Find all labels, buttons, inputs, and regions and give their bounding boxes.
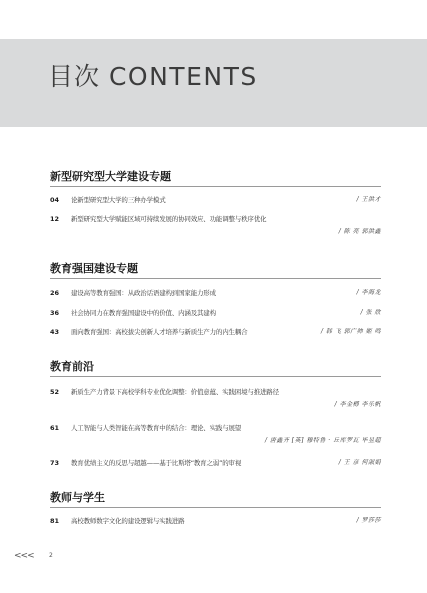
entry-title: 社会协同力在教育强国建设中的价值、内涵及其建构 bbox=[71, 309, 216, 317]
footer-page-number: 2 bbox=[49, 552, 53, 559]
entry-authors: / 王 彦 何淑娟 bbox=[338, 459, 381, 466]
entry-page-number: 61 bbox=[50, 424, 60, 432]
section-title-new-research-university: 新型研究型大学建设专题 bbox=[50, 170, 171, 183]
entry-title: 新型研究型大学赋能区域可持续发展的协同效应、功能调整与秩序优化 bbox=[71, 215, 267, 223]
entry-authors: / 李金樽 李乐帆 bbox=[334, 401, 381, 408]
section-divider bbox=[50, 278, 381, 279]
title-en: CONTENTS bbox=[108, 62, 258, 91]
chevron-left-icon: <<< bbox=[14, 551, 34, 561]
toc-entry[interactable] bbox=[50, 387, 381, 408]
section-divider bbox=[50, 507, 381, 508]
toc-entry[interactable] bbox=[50, 195, 381, 207]
section-title-teachers-students: 教师与学生 bbox=[50, 491, 105, 504]
toc-entry[interactable] bbox=[50, 327, 381, 339]
entry-page-number: 36 bbox=[50, 309, 60, 317]
entry-page-number: 43 bbox=[50, 328, 60, 336]
entry-title: 论新型研究型大学的三种办学模式 bbox=[71, 196, 166, 204]
entry-title: 建设高等教育强国：从政治话语建构到国家能力形成 bbox=[71, 289, 216, 297]
entry-title: 新质生产力背景下高校学科专业优化调整：价值意蕴、实践困境与推进路径 bbox=[71, 388, 279, 396]
toc-entry[interactable] bbox=[50, 214, 381, 235]
entry-authors: / 王洪才 bbox=[356, 196, 381, 203]
entry-page-number: 26 bbox=[50, 289, 60, 297]
entry-title: 教育优绩主义的反思与超越——基于比斯塔“教育之弱”的审视 bbox=[71, 459, 242, 467]
entry-authors: / 罗莎莎 bbox=[356, 517, 381, 524]
toc-entry[interactable] bbox=[50, 458, 381, 470]
entry-authors: / 李海龙 bbox=[356, 289, 381, 296]
entry-title: 面向教育强国：高校拔尖创新人才培养与新质生产力的内生耦合 bbox=[71, 328, 248, 336]
entry-page-number: 81 bbox=[50, 517, 60, 525]
toc-entry[interactable] bbox=[50, 423, 381, 444]
entry-page-number: 73 bbox=[50, 459, 60, 467]
title-zh: 目次 bbox=[48, 62, 101, 91]
toc-entry[interactable] bbox=[50, 308, 381, 320]
entry-authors: / 张 欣 bbox=[360, 309, 381, 316]
section-title-education-power: 教育强国建设专题 bbox=[50, 262, 138, 275]
section-title-education-frontier: 教育前沿 bbox=[50, 360, 94, 373]
section-divider bbox=[50, 376, 381, 377]
entry-title: 高校教师数字文化的建设逻辑与实践进路 bbox=[71, 517, 185, 525]
entry-page-number: 04 bbox=[50, 196, 60, 204]
entry-authors: / 唐鑫齐 [英] 穆特鲁 · 丘库罗瓦 毕昱超 bbox=[264, 437, 381, 444]
entry-page-number: 12 bbox=[50, 215, 60, 223]
entry-authors: / 陈 亮 郭洪鑫 bbox=[338, 228, 381, 235]
toc-entry[interactable] bbox=[50, 288, 381, 300]
entry-authors: / 韩 飞 郭广帅 姬 鸣 bbox=[320, 328, 381, 335]
page-title bbox=[48, 63, 258, 91]
entry-page-number: 52 bbox=[50, 388, 60, 396]
entry-title: 人工智能与人类智能在高等教育中的结合：理论、实践与展望 bbox=[71, 424, 242, 432]
toc-entry[interactable] bbox=[50, 516, 381, 528]
section-divider bbox=[50, 186, 381, 187]
